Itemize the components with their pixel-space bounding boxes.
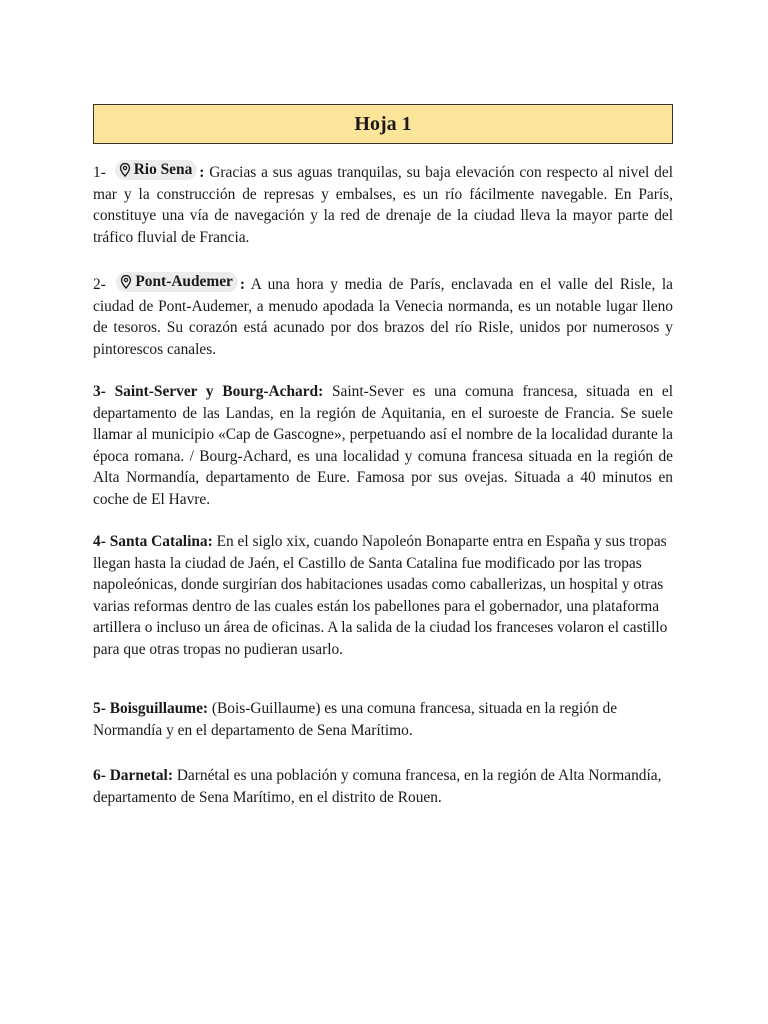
- map-pin-icon: [120, 275, 132, 289]
- place-name: Pont-Audemer: [135, 273, 233, 290]
- item-text: En el siglo xix, cuando Napoleón Bonaparte entra en España y sus tropas llegan hasta la ciudad de Jaén, el Castillo de Santa Catalina fue modificado por las tropas napoleónicas, donde surgirían dos habitaciones usadas como caballerizas, un hospital y otras varias reformas dentro de las cuales están los pabellones para el gobernador, una plataforma artillera o incluso un área de oficinas. A la salida de la ciudad los franceses volaron el castillo para que otras tropas no pudieran usarlo.: [93, 533, 668, 658]
- place-name: Rio Sena: [133, 161, 193, 178]
- page-title: Hoja 1: [93, 104, 673, 144]
- item-number: 5-: [93, 700, 106, 717]
- item-number: 4-: [93, 533, 106, 550]
- map-pin-icon: [119, 163, 131, 177]
- list-item: [93, 160, 673, 248]
- list-item: [93, 698, 673, 741]
- place-name: Saint-Server y Bourg-Achard: [114, 383, 319, 400]
- item-number: 2-: [93, 276, 106, 293]
- separator: :: [239, 276, 246, 293]
- separator: :: [199, 164, 205, 181]
- item-number: 6-: [93, 767, 106, 784]
- list-item: [93, 272, 673, 360]
- item-number: 3-: [93, 383, 106, 400]
- item-text: Saint-Sever es una comuna francesa, situada en el departamento de las Landas, en la región de Aquitania, en el suroeste de Francia. Se suele llamar al municipio «Cap de Gascogne», perpetuando así el nombre de la localidad durante la época romana. / Bourg-Achard, es una localidad y comuna francesa situada en la región de Alta Normandía, departamento de Eure. Famosa por sus ovejas. Situada a 40 minutos en coche de El Havre.: [93, 383, 673, 508]
- place-name: Darnetal: [109, 767, 168, 784]
- place-chip[interactable]: [115, 160, 198, 180]
- item-text: Gracias a sus aguas tranquilas, su baja elevación con respecto al nivel del mar y la construcción de represas y embalses, es un río fácilmente navegable. En París, constituye una vía de navegación y la red de drenaje de la ciudad lleva la mayor parte del tráfico fluvial de Francia.: [93, 164, 673, 246]
- separator: :: [207, 533, 213, 550]
- item-text: A una hora y media de París, enclavada en el valle del Risle, la ciudad de Pont-Audemer, a menudo apodada la Venecia normanda, es un notable lugar lleno de tesoros. Su corazón está acunado por dos brazos del río Risle, unidos por numerosos y pintorescos canales.: [93, 276, 673, 358]
- item-text: (Bois-Guillaume) es una comuna francesa, situada en la región de Normandía y en el departamento de Sena Marítimo.: [93, 700, 618, 739]
- place-chip[interactable]: [116, 272, 237, 292]
- list-item: [93, 765, 673, 808]
- separator: :: [318, 383, 324, 400]
- item-text: Darnétal es una población y comuna francesa, en la región de Alta Normandía, departamento de Sena Marítimo, en el distrito de Rouen.: [93, 767, 662, 806]
- list-item: [93, 531, 673, 660]
- item-number: 1-: [93, 164, 106, 181]
- place-name: Boisguillaume: [109, 700, 203, 717]
- place-name: Santa Catalina: [109, 533, 208, 550]
- separator: :: [202, 700, 209, 717]
- separator: :: [167, 767, 173, 784]
- list-item: [93, 381, 673, 510]
